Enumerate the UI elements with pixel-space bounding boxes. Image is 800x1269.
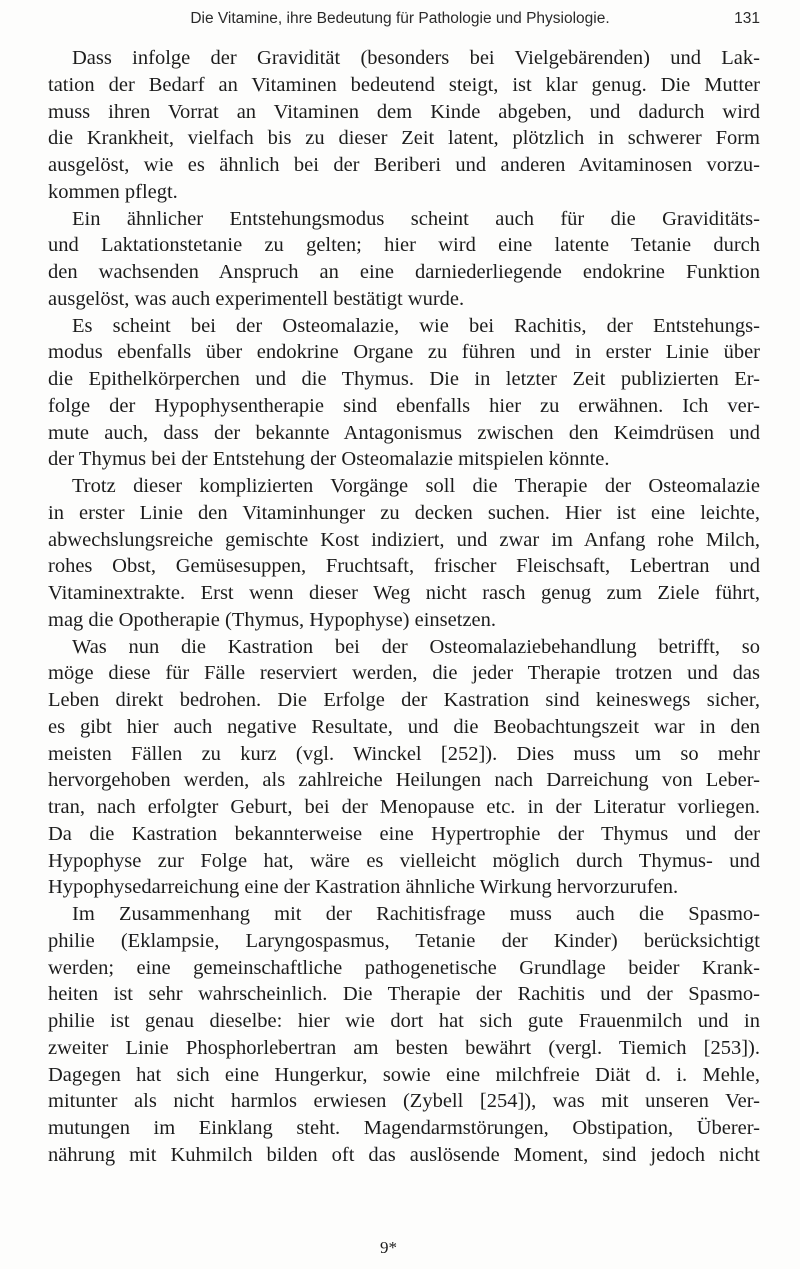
text-line: tran, nach erfolgter Geburt, bei der Menopause etc. in der Literatur vorliegen. (48, 796, 760, 818)
signature-mark: 9* (380, 1238, 397, 1257)
text-line: die Krankheit, vielfach bis zu dieser Zeit latent, plötzlich in schwerer Form (48, 127, 760, 150)
text-line: in erster Linie den Vitaminhunger zu decken suchen. Hier ist eine leichte, (48, 501, 760, 524)
text-line: Im Zusammenhang mit der Rachitisfrage muss auch die Spasmo- (72, 903, 760, 925)
text-line: Hypophyse zur Folge hat, wäre es vielleicht möglich durch Thymus- und (48, 849, 760, 872)
text-line: hervorgehoben werden, als zahlreiche Heilungen nach Darreichung von Leber- (48, 769, 760, 792)
text-line: meisten Fällen zu kurz (vgl. Winckel [252]). Dies muss um so mehr (48, 742, 760, 765)
text-line: möge diese für Fälle reserviert werden, die jeder Therapie trotzen und das (48, 662, 760, 685)
text-line: zweiter Linie Phosphorlebertran am besten bewährt (vergl. Tiemich [253]). (48, 1036, 760, 1059)
text-line: Leben direkt bedrohen. Die Erfolge der Kastration sind keineswegs sicher, (48, 689, 760, 711)
text-line: den wachsenden Anspruch an eine darniederliegende endokrine Funktion (48, 261, 760, 283)
running-header (40, 10, 760, 34)
page-number: 131 (734, 10, 760, 27)
text-line: mag die Opotherapie (Thymus, Hypophyse) einsetzen. (48, 608, 497, 631)
text-line: Hypophysedarreichung eine der Kastration ähnliche Wirkung hervorzurufen. (48, 876, 679, 899)
body-text (48, 45, 760, 1169)
text-line: ausgelöst, wie es ähnlich bei der Beriberi und anderen Avitaminosen vorzu- (48, 154, 760, 176)
text-line: nährung mit Kuhmilch bilden oft das auslösende Moment, sind jedoch nicht (48, 1143, 760, 1166)
text-line: mitunter als nicht harmlos erwiesen (Zybell [254]), was mit unseren Ver- (48, 1090, 760, 1113)
text-line: modus ebenfalls über endokrine Organe zu führen und in erster Linie über (48, 341, 760, 364)
text-line: Dagegen hat sich eine Hungerkur, sowie eine milchfreie Diät d. i. Mehle, (48, 1063, 760, 1086)
text-line: heiten ist sehr wahrscheinlich. Die Therapie der Rachitis und der Spasmo- (48, 983, 760, 1006)
text-line: Was nun die Kastration bei der Osteomalaziebehandlung betrifft, so (72, 635, 760, 658)
text-line: muss ihren Vorrat an Vitaminen dem Kinde abgeben, und dadurch wird (48, 100, 760, 123)
text-line: folge der Hypophysentherapie sind ebenfalls hier zu erwähnen. Ich ver- (48, 394, 760, 417)
text-line: Ein ähnlicher Entstehungsmodus scheint auch für die Graviditäts- (72, 207, 760, 230)
text-line: Es scheint bei der Osteomalazie, wie bei Rachitis, der Entstehungs- (72, 314, 760, 337)
text-line: rohes Obst, Gemüsesuppen, Fruchtsaft, frischer Fleischsaft, Lebertran und (48, 555, 760, 578)
running-title: Die Vitamine, ihre Bedeutung für Pathologie und Physiologie. (190, 10, 610, 27)
text-line: Dass infolge der Gravidität (besonders bei Vielgebärenden) und Lak- (72, 47, 760, 69)
text-line: mute auch, dass der bekannte Antagonismus zwischen den Keimdrüsen und (48, 421, 760, 444)
text-line: Trotz dieser komplizierten Vorgänge soll die Therapie der Osteomalazie (72, 475, 760, 497)
text-line: mutungen im Einklang steht. Magendarmstörungen, Obstipation, Überer- (48, 1117, 760, 1139)
text-line: philie (Eklampsie, Laryngospasmus, Tetanie der Kinder) berücksichtigt (48, 929, 760, 952)
text-line: philie ist genau dieselbe: hier wie dort hat sich gute Frauenmilch und in (48, 1010, 760, 1032)
text-line: ausgelöst, was auch experimentell bestätigt wurde. (48, 287, 465, 310)
text-line: abwechslungsreiche gemischte Kost indiziert, und zwar im Anfang rohe Milch, (48, 528, 760, 551)
text-line: Da die Kastration bekannterweise eine Hypertrophie der Thymus und der (48, 822, 760, 845)
text-line: werden; eine gemeinschaftliche pathogenetische Grundlage beider Krank- (48, 956, 760, 979)
text-line: der Thymus bei der Entstehung der Osteomalazie mitspielen könnte. (48, 448, 610, 471)
text-line: tation der Bedarf an Vitaminen bedeutend steigt, ist klar genug. Die Mutter (48, 73, 760, 96)
text-line: Vitaminextrakte. Erst wenn dieser Weg nicht rasch genug zum Ziele führt, (48, 582, 760, 604)
text-line: kommen pflegt. (48, 180, 178, 203)
text-line: die Epithelkörperchen und die Thymus. Die in letzter Zeit publizierten Er- (48, 368, 760, 390)
text-line: und Laktationstetanie zu gelten; hier wird eine latente Tetanie durch (48, 234, 760, 257)
text-line: es gibt hier auch negative Resultate, und die Beobachtungszeit war in den (48, 715, 760, 738)
